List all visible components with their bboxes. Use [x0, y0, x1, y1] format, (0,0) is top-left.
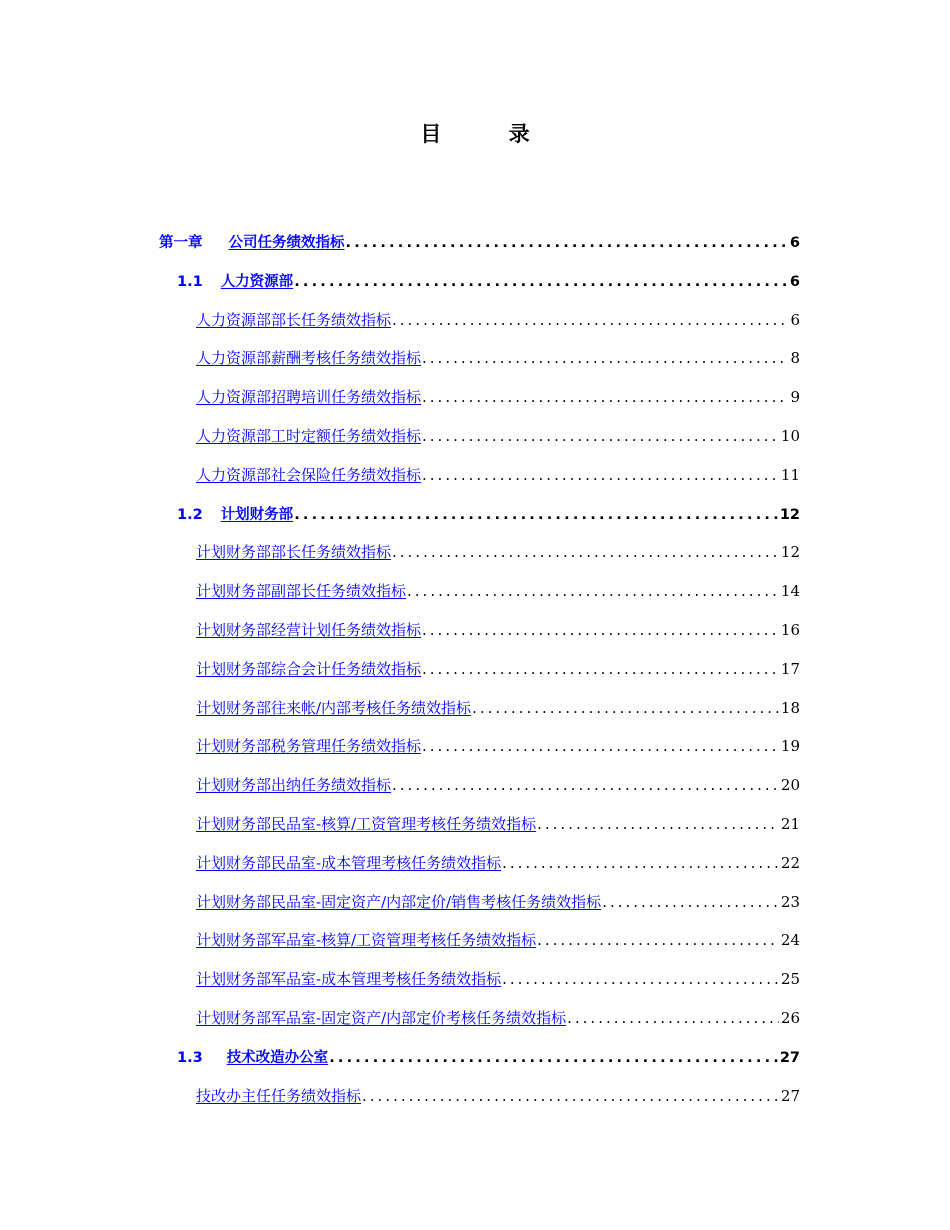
- toc-entry[interactable]: [196, 580, 800, 604]
- toc-entry-title: 计划财务部民品室-成本管理考核任务绩效指标: [196, 853, 502, 872]
- toc-entry-number: 1.3: [177, 1049, 203, 1066]
- toc-entry-link[interactable]: [196, 347, 421, 368]
- toc-entry-link[interactable]: [196, 541, 391, 562]
- toc-entry[interactable]: [196, 852, 800, 876]
- toc-entry-title: 人力资源部招聘培训任务绩效指标: [196, 388, 422, 407]
- toc-entry-title: 计划财务部税务管理任务绩效指标: [196, 737, 422, 756]
- toc-entry[interactable]: [196, 347, 800, 371]
- toc-entry-link[interactable]: [196, 309, 391, 330]
- toc-entry-number: 1.1: [177, 273, 203, 290]
- toc-entry[interactable]: [177, 1046, 800, 1070]
- toc-entry-link[interactable]: [196, 774, 391, 795]
- toc-entry-link[interactable]: [196, 1085, 361, 1106]
- toc-page-number: 24: [780, 931, 800, 950]
- toc-entry-link[interactable]: [196, 658, 421, 679]
- toc-entry-link[interactable]: [196, 968, 501, 989]
- toc-entry[interactable]: [196, 619, 800, 643]
- toc-entry-number: 第一章: [159, 235, 203, 251]
- toc-entry[interactable]: [196, 386, 800, 410]
- toc-entry[interactable]: [196, 813, 800, 837]
- toc-page-number: 12: [780, 543, 800, 562]
- toc-page-number: 8: [790, 349, 800, 368]
- page-title: 目 录: [420, 122, 560, 146]
- toc-entry-title: 计划财务部经营计划任务绩效指标: [196, 621, 422, 639]
- toc-dot-leader: [392, 311, 788, 329]
- toc-entry-title: 计划财务部民品室-固定资产/内部定价/销售考核任务绩效指标: [196, 892, 602, 911]
- toc-page-number: 17: [780, 659, 800, 678]
- toc-dot-leader: [422, 737, 779, 755]
- toc-dot-leader: [502, 970, 779, 988]
- toc-dot-leader: [422, 349, 788, 367]
- toc-dot-leader: [362, 1087, 779, 1105]
- toc-entry-title: 计划财务部民品室-核算/工资管理考核任务绩效指标: [196, 815, 537, 833]
- toc-page-number: 25: [780, 970, 800, 989]
- toc-page-number: 19: [780, 737, 800, 756]
- toc-entry-link[interactable]: [196, 697, 471, 718]
- toc-entry-link[interactable]: [177, 503, 293, 524]
- toc-page-number: 11: [780, 465, 800, 484]
- toc-page-number: 14: [780, 582, 800, 601]
- toc-dot-leader: [537, 815, 779, 833]
- toc-entry[interactable]: [196, 774, 800, 798]
- toc-entry[interactable]: [196, 697, 800, 721]
- toc-entry-link[interactable]: [196, 580, 406, 601]
- toc-entry[interactable]: [196, 929, 800, 953]
- toc-entry-title: 计划财务部部长任务绩效指标: [196, 543, 392, 562]
- toc-entry[interactable]: [196, 1085, 800, 1109]
- toc-page-number: 6: [789, 273, 800, 290]
- toc-entry-title: 计划财务部军品室-成本管理考核任务绩效指标: [196, 970, 502, 989]
- toc-page-number: 6: [790, 310, 800, 329]
- toc-entry-title: 技改办主任任务绩效指标: [196, 1086, 362, 1105]
- toc-entry-title: 技术改造办公室: [226, 1049, 329, 1066]
- toc-entry-number: 1.2: [177, 506, 203, 523]
- toc-entry[interactable]: [177, 270, 800, 294]
- toc-entry[interactable]: [159, 231, 800, 255]
- toc-entry-title: 人力资源部薪酬考核任务绩效指标: [196, 349, 422, 368]
- toc-dot-leader: [422, 466, 779, 484]
- toc-entry[interactable]: [196, 968, 800, 992]
- toc-entry[interactable]: [196, 735, 800, 759]
- toc-dot-leader: [422, 427, 779, 445]
- toc-entry-link[interactable]: [196, 813, 536, 834]
- toc-entry-link[interactable]: [196, 891, 601, 912]
- toc-dot-leader: [294, 507, 778, 523]
- toc-entry-title: 计划财务部军品室-固定资产/内部定价考核任务绩效指标: [196, 1009, 567, 1027]
- toc-entry-title: 计划财务部综合会计任务绩效指标: [196, 659, 422, 678]
- toc-page-number: 22: [780, 853, 800, 872]
- toc-page-number: 23: [780, 892, 800, 911]
- toc-dot-leader: [422, 660, 779, 678]
- toc-entry[interactable]: [196, 1007, 800, 1031]
- toc-entry[interactable]: [177, 503, 800, 527]
- toc-dot-leader: [567, 1009, 779, 1027]
- toc-entry-title: 人力资源部部长任务绩效指标: [196, 310, 392, 329]
- toc-dot-leader: [329, 1050, 778, 1066]
- toc-entry[interactable]: [196, 309, 800, 333]
- toc-entry-link[interactable]: [196, 735, 421, 756]
- toc-entry-title: 人力资源部社会保险任务绩效指标: [196, 465, 422, 484]
- toc-entry-title: 计划财务部往来帐/内部考核任务绩效指标: [196, 698, 472, 717]
- toc-page-number: 6: [789, 235, 800, 251]
- toc-page-number: 20: [780, 776, 800, 795]
- toc-page-number: 21: [780, 815, 800, 833]
- toc-entry-title: 人力资源部工时定额任务绩效指标: [196, 427, 422, 445]
- toc-entry-link[interactable]: [196, 852, 501, 873]
- toc-entry[interactable]: [196, 425, 800, 449]
- toc-entry-link[interactable]: [177, 270, 293, 291]
- toc-entry-title: 计划财务部副部长任务绩效指标: [196, 582, 407, 601]
- toc-dot-leader: [537, 931, 779, 949]
- toc-entry-link[interactable]: [196, 929, 536, 950]
- toc-dot-leader: [392, 543, 779, 561]
- toc-page-number: 9: [790, 388, 800, 407]
- toc-page-number: 26: [780, 1009, 800, 1027]
- toc-page-number: 27: [779, 1049, 800, 1066]
- toc-entry-title: 计划财务部: [220, 506, 294, 523]
- toc-dot-leader: [602, 893, 779, 911]
- toc-entry-link[interactable]: [196, 464, 421, 485]
- toc-entry-title: 人力资源部: [220, 273, 294, 290]
- toc-dot-leader: [294, 274, 788, 290]
- toc-entry[interactable]: [196, 464, 800, 488]
- toc-entry-title: 计划财务部出纳任务绩效指标: [196, 776, 392, 795]
- toc-page-number: 10: [780, 427, 800, 445]
- toc-entry[interactable]: [196, 891, 800, 915]
- toc-page-number: 27: [780, 1086, 800, 1105]
- toc-entry[interactable]: [196, 658, 800, 682]
- toc-entry-link[interactable]: [196, 425, 421, 446]
- toc-entry[interactable]: [196, 541, 800, 565]
- toc-dot-leader: [422, 621, 779, 639]
- toc-dot-leader: [407, 582, 779, 600]
- toc-entry-link[interactable]: [177, 1046, 328, 1067]
- toc-dot-leader: [502, 854, 779, 872]
- toc-entry-link[interactable]: [196, 619, 421, 640]
- toc-dot-leader: [422, 388, 788, 406]
- toc-entry-title: 计划财务部军品室-核算/工资管理考核任务绩效指标: [196, 931, 537, 950]
- toc-dot-leader: [472, 699, 779, 717]
- toc-entry-link[interactable]: [159, 231, 345, 252]
- toc-entry-link[interactable]: [196, 386, 421, 407]
- toc-page-number: 18: [780, 698, 800, 717]
- toc-dot-leader: [346, 235, 788, 251]
- toc-page-number: 12: [779, 506, 800, 523]
- toc-dot-leader: [392, 776, 779, 794]
- toc-page-number: 16: [780, 621, 800, 639]
- toc-entry-title: 公司任务绩效指标: [228, 235, 345, 251]
- toc-entry-link[interactable]: [196, 1007, 566, 1028]
